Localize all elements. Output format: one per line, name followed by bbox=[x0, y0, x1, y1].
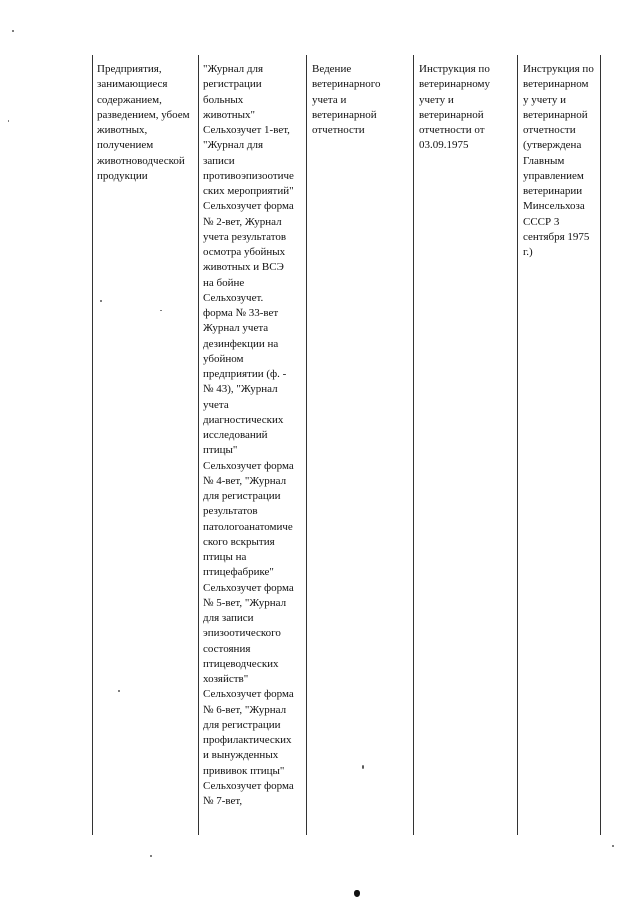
scan-speck bbox=[612, 845, 614, 847]
table-cell-requirement: Ведение ветеринарного учета и ветеринарной отчетности bbox=[312, 63, 381, 136]
table-cell-enterprise-type: Предприятия, занимающиеся содержанием, разведением, убоем животных, получением животноводческой продукции bbox=[97, 63, 190, 182]
page-bullet-mark bbox=[354, 890, 360, 897]
table-border-line bbox=[92, 55, 93, 835]
scan-speck bbox=[160, 310, 162, 311]
table-border-line bbox=[198, 55, 199, 835]
table-border-line bbox=[306, 55, 307, 835]
table-cell-instruction-approval: Инструкция по ветеринарном у учету и ветеринарной отчетности (утверждена Главным управлением ветеринарии Минсельхоза СССР 3 сентября 1975 г.) bbox=[523, 63, 594, 258]
scan-speck bbox=[362, 765, 364, 769]
scan-speck bbox=[8, 120, 9, 122]
scan-speck bbox=[118, 690, 120, 692]
scan-speck bbox=[100, 300, 102, 302]
table-border-line bbox=[413, 55, 414, 835]
table-cell-journals: "Журнал для регистрации больных животных" Сельхозучет 1-вет, "Журнал для записи противоэпизоотиче ских мероприятий" Сельхозучет форма № 2-вет, Журнал учета результатов осмотра убойных животных и ВСЭ на бойне Сельхозучет. форма № 33-вет Журнал учета дезинфекции на убойном предприятии (ф. - № 43), "Журнал учета диагностических исследований птицы" Сельхозучет форма № 4-вет, "Журнал для регистрации результатов патологоанатомиче ского вскрытия птицы на птицефабрике" Сельхозучет форма № 5-вет, "Журнал для записи эпизоотического состояния птицеводческих хозяйств" Сельхозучет форма № 6-вет, "Журнал для регистрации профилактических и вынужденных прививок птицы" Сельхозучет форма № 7-вет, bbox=[203, 63, 294, 807]
scan-speck bbox=[150, 855, 152, 857]
table-cell-instruction: Инструкция по ветеринарному учету и ветеринарной отчетности от 03.09.1975 bbox=[419, 63, 490, 152]
table-border-line bbox=[517, 55, 518, 835]
scan-speck bbox=[12, 30, 14, 32]
